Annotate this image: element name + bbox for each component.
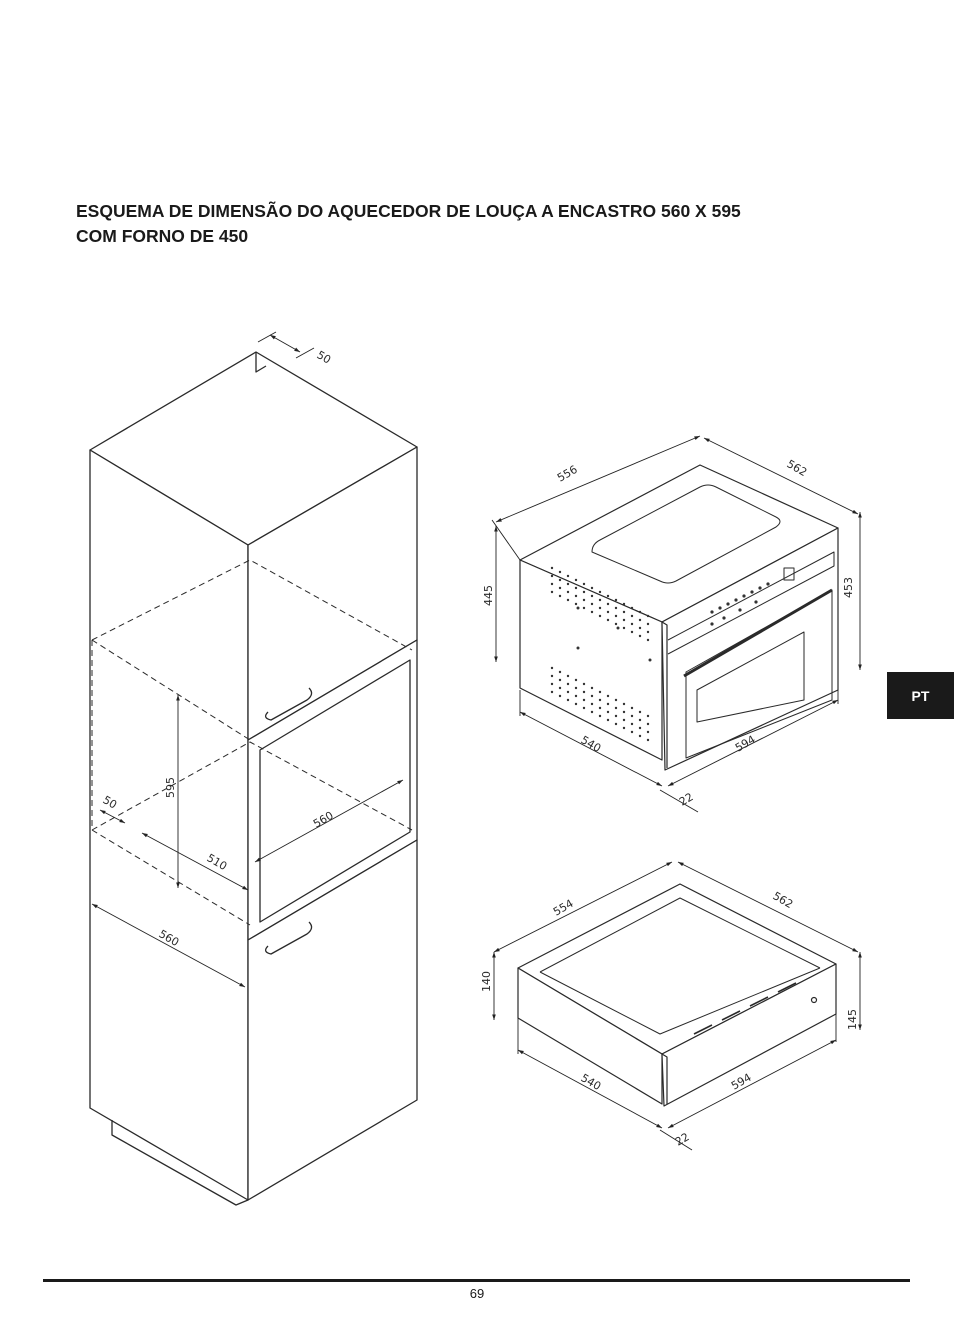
cabinet-drawing bbox=[90, 352, 417, 1205]
dim-niche-height: 595 bbox=[164, 777, 177, 798]
oven-dim-front-thickness: 22 bbox=[677, 790, 696, 809]
warmer-dim-height-right: 145 bbox=[846, 1009, 859, 1030]
oven-dim-height-left: 445 bbox=[482, 585, 495, 606]
footer-rule bbox=[43, 1279, 910, 1282]
dim-side-gap: 50 bbox=[100, 793, 120, 812]
dim-cabinet-width: 560 bbox=[156, 927, 182, 950]
language-tab: PT bbox=[887, 672, 954, 719]
warmer-dim-depth-bottom: 540 bbox=[578, 1071, 604, 1094]
title-line-1: ESQUEMA DE DIMENSÃO DO AQUECEDOR DE LOUÇA A ENCASTRO 560 X 595 bbox=[76, 201, 741, 221]
warmer-dim-front-thickness: 22 bbox=[673, 1130, 692, 1149]
oven-dim-depth-bottom: 540 bbox=[578, 733, 604, 756]
dim-top-gap: 50 bbox=[314, 348, 334, 367]
oven-dim-depth-top: 556 bbox=[555, 462, 580, 485]
warmer-dim-width-bottom: 594 bbox=[729, 1070, 754, 1093]
oven-dim-height-right: 453 bbox=[842, 577, 855, 598]
warmer-dim-width-top: 562 bbox=[770, 889, 796, 912]
title-line-2: COM FORNO DE 450 bbox=[76, 226, 249, 246]
page-number: 69 bbox=[469, 1286, 485, 1301]
oven-dim-width-bottom: 594 bbox=[733, 732, 758, 755]
dim-niche-width: 560 bbox=[311, 808, 336, 831]
cabinet-left-side bbox=[90, 450, 248, 1200]
warmer-dim-depth-top: 554 bbox=[551, 896, 576, 919]
warmer-dim-height-left: 140 bbox=[480, 971, 493, 992]
dim-niche-depth: 510 bbox=[204, 851, 230, 874]
oven-dim-width-top: 562 bbox=[784, 457, 810, 480]
